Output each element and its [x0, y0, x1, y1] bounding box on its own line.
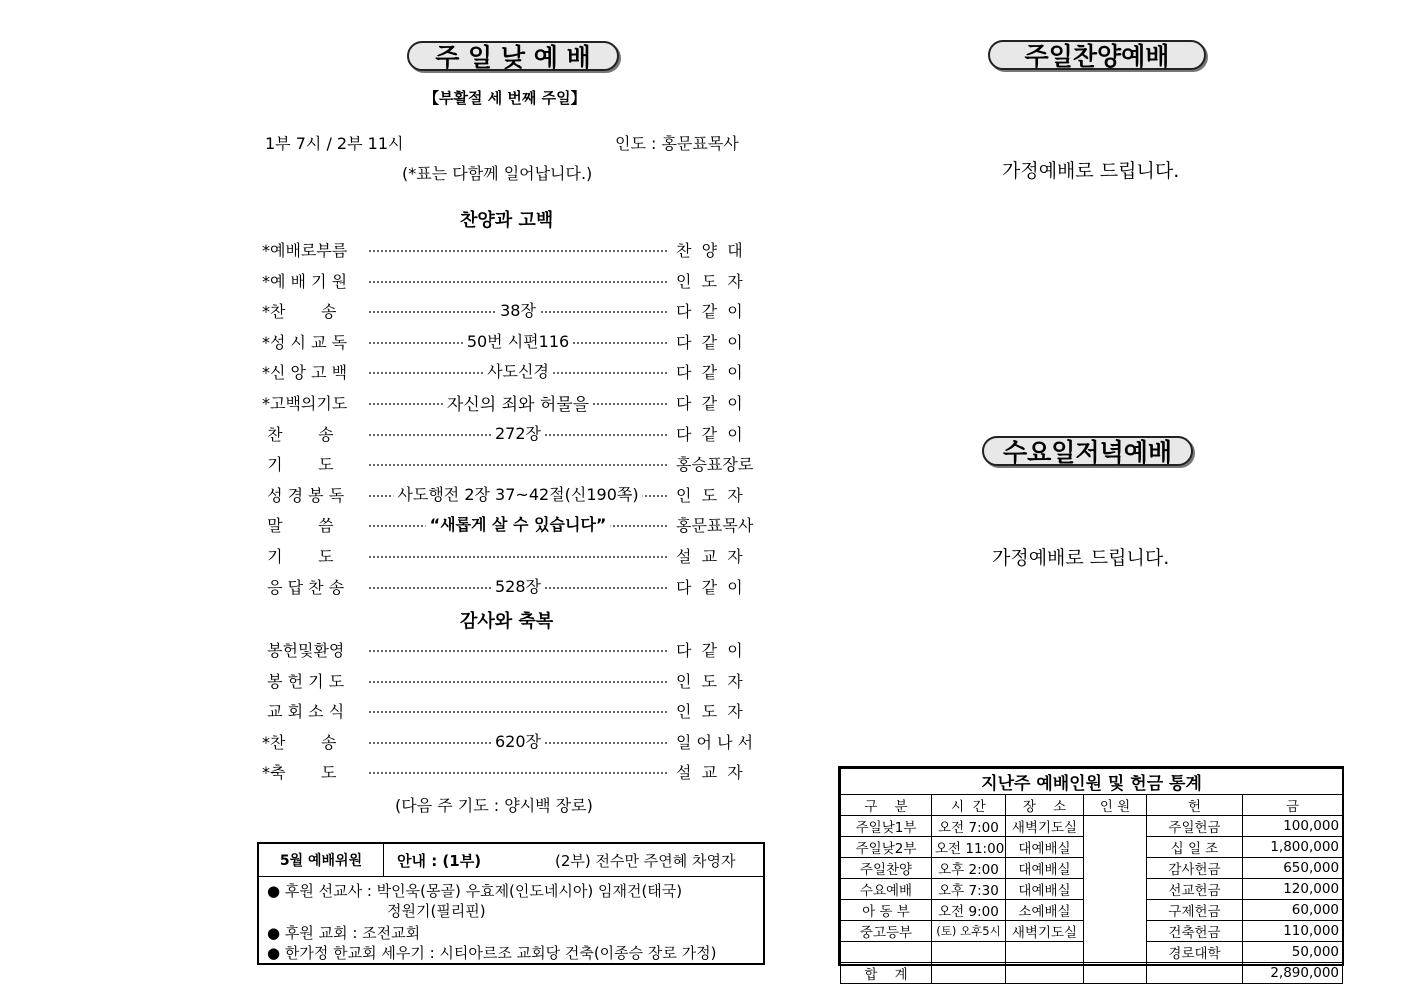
missionaries-line: ● 후원 선교사 : 박인욱(몽골) 우효제(인도네시아) 임재건(태국): [267, 882, 683, 900]
table-cell: 아 동 부: [841, 900, 932, 921]
table-cell: 새벽기도실: [1006, 816, 1084, 837]
worship-item-detail: 사도신경: [483, 359, 553, 382]
table-cell: 주일헌금: [1147, 816, 1243, 837]
worship-item-detail: 272장: [491, 421, 545, 444]
table-cell: 건축헌금: [1147, 921, 1243, 942]
worship-item-detail: 38장: [496, 298, 540, 321]
worship-item-detail: 50번 시편116: [463, 329, 573, 352]
worship-item-detail: 사도행전 2장 37~42절(신190쪽): [393, 482, 642, 505]
worship-item-role: 다 같 이: [676, 577, 743, 597]
table-caption: 지난주 예배인원 및 헌금 통계: [841, 769, 1343, 795]
service-times: 1부 7시 / 2부 11시: [265, 134, 404, 153]
next-week-prayer: (다음 주 기도 : 양시백 장로): [395, 796, 593, 815]
dotted-leader: [369, 556, 667, 558]
wednesday-note: 가정예배로 드립니다.: [992, 547, 1170, 569]
worship-item-role: 설 교 자: [676, 763, 743, 782]
table-cell: 110,000: [1243, 921, 1343, 942]
table-header-cell: 헌: [1147, 795, 1243, 816]
sunday-praise-title: 주일찬양예배: [988, 40, 1206, 70]
worship-item-label: 성 경 봉 독: [262, 485, 345, 505]
table-header-cell: 장 소: [1006, 795, 1084, 816]
table-header-cell: 구 분: [841, 795, 932, 816]
section-thanks-title: 감사와 축복: [460, 611, 554, 632]
attendance-cell: [1084, 816, 1147, 963]
committee-guide: [397, 850, 481, 871]
project-line: ● 한가정 한교회 세우기 : 시티아르조 교회당 건축(이종승 장로 가정): [267, 944, 717, 962]
table-row: [841, 816, 1343, 837]
sunday-subtitle: 【부활절 세 번째 주일】: [424, 89, 586, 107]
dotted-leader: [369, 772, 667, 774]
table-cell: 대예배실: [1006, 858, 1084, 879]
table-header-cell: 인 원: [1084, 795, 1147, 816]
worship-item-role: 인 도 자: [676, 271, 743, 291]
table-header-cell: 시 간: [932, 795, 1006, 816]
worship-item-role: 인 도 자: [676, 671, 743, 691]
worship-item-label: *성 시 교 독: [262, 332, 348, 352]
table-cell: [932, 963, 1006, 984]
dotted-leader: [369, 281, 667, 283]
dotted-leader: [369, 650, 667, 652]
table-cell: 50,000: [1243, 942, 1343, 963]
table-cell: 경로대학: [1147, 942, 1243, 963]
table-cell: 650,000: [1243, 858, 1343, 879]
worship-item-detail: 620장: [491, 729, 545, 752]
table-cell: 오후 7:30: [932, 879, 1006, 900]
table-cell: 주일찬양: [841, 858, 932, 879]
worship-item-label: 응 답 찬 송: [262, 577, 345, 597]
worship-committee-box: [257, 842, 765, 965]
worship-item-role: 일 어 나 서: [676, 732, 754, 752]
worship-item-role: 인 도 자: [676, 702, 743, 721]
missionaries-line-2: 정원기(필리핀): [387, 902, 486, 920]
worship-item-role: 다 같 이: [676, 424, 743, 444]
table-cell: 합 계: [841, 963, 932, 984]
worship-item-label: *예배로부름: [262, 241, 348, 260]
worship-item-label: 기 도: [262, 455, 334, 475]
table-total-row: [841, 963, 1343, 984]
table-cell: 2,890,000: [1243, 963, 1343, 984]
worship-item-role: 설 교 자: [676, 547, 743, 566]
worship-item-label: *신 앙 고 백: [262, 363, 348, 383]
standing-note: (*표는 다함께 일어납니다.): [402, 164, 593, 183]
worship-item-detail: “새롭게 살 수 있습니다”: [426, 512, 611, 535]
worship-item-role: 인 도 자: [676, 485, 743, 505]
table-cell: [932, 942, 1006, 963]
worship-item-role: 다 같 이: [676, 332, 743, 352]
table-cell: 소예배실: [1006, 900, 1084, 921]
worship-item-label: 기 도: [262, 547, 334, 566]
attendance-offering-table: [838, 766, 1344, 983]
committee-title: 5월 예배위원: [259, 844, 384, 876]
table-cell: (토) 오후5시: [932, 921, 1006, 942]
worship-item-label: *찬 송: [262, 302, 337, 322]
worship-item-role: 다 같 이: [676, 363, 743, 383]
committee-guide-2: (2부) 전수만 주연혜 차영자: [555, 852, 736, 870]
table-cell: 120,000: [1243, 879, 1343, 900]
dotted-leader: [369, 711, 667, 713]
table-cell: 100,000: [1243, 816, 1343, 837]
worship-item-label: 찬 송: [262, 424, 334, 444]
sunday-praise-note: 가정예배로 드립니다.: [1002, 160, 1180, 182]
table-cell: 60,000: [1243, 900, 1343, 921]
worship-item-role: 다 같 이: [676, 302, 743, 322]
table-cell: 십 일 조: [1147, 837, 1243, 858]
table-cell: 대예배실: [1006, 879, 1084, 900]
worship-item-role: 홍승표장로: [676, 455, 754, 475]
table-cell: 주일낮1부: [841, 816, 932, 837]
worship-item-role: 찬 양 대: [676, 241, 743, 260]
support-church-line: ● 후원 교회 : 조전교회: [267, 924, 421, 942]
table-cell: 감사헌금: [1147, 858, 1243, 879]
table-header-row: [841, 795, 1343, 816]
table-header-cell: 금: [1243, 795, 1343, 816]
section-praise-title: 찬양과 고백: [460, 210, 554, 231]
table-cell: 오후 2:00: [932, 858, 1006, 879]
committee-header: [259, 844, 763, 877]
guide-label: 안내 : (1부): [397, 852, 482, 870]
table-cell: 선교헌금: [1147, 879, 1243, 900]
worship-item-label: 봉 헌 기 도: [262, 671, 345, 691]
table-cell: 오전 7:00: [932, 816, 1006, 837]
table-cell: 오전 9:00: [932, 900, 1006, 921]
dotted-leader: [369, 250, 667, 252]
worship-item-role: 홍문표목사: [676, 516, 754, 536]
worship-item-label: 말 씀: [262, 516, 334, 536]
service-leader: 인도 : 홍문표목사: [615, 134, 739, 153]
table-cell: 대예배실: [1006, 837, 1084, 858]
dotted-leader: [369, 681, 667, 683]
worship-item-label: *축 도: [262, 763, 337, 782]
sunday-morning-title: 주 일 낮 예 배: [407, 41, 619, 71]
worship-item-role: 다 같 이: [676, 394, 743, 413]
worship-item-label: 봉헌및환영: [262, 641, 345, 660]
wednesday-title: 수요일저녁예배: [982, 436, 1193, 466]
table-cell: 새벽기도실: [1006, 921, 1084, 942]
dotted-leader: [369, 464, 667, 466]
table-cell: [1147, 963, 1243, 984]
worship-item-label: *고백의기도: [262, 394, 348, 413]
worship-item-label: 교 회 소 식: [262, 702, 345, 721]
table-cell: [1084, 963, 1147, 984]
table-cell: 주일낮2부: [841, 837, 932, 858]
table-cell: 오전 11:00: [932, 837, 1006, 858]
table-cell: 구제헌금: [1147, 900, 1243, 921]
table-cell: [841, 942, 932, 963]
table-cell: [1006, 942, 1084, 963]
table-cell: 수요예배: [841, 879, 932, 900]
table-cell: 중고등부: [841, 921, 932, 942]
worship-item-detail: 자신의 죄와 허물을: [443, 390, 593, 415]
worship-item-label: *예 배 기 원: [262, 271, 348, 291]
table-cell: [1006, 963, 1084, 984]
worship-item-role: 다 같 이: [676, 641, 743, 660]
worship-item-detail: 528장: [491, 574, 545, 597]
table-cell: 1,800,000: [1243, 837, 1343, 858]
worship-item-label: *찬 송: [262, 732, 337, 752]
